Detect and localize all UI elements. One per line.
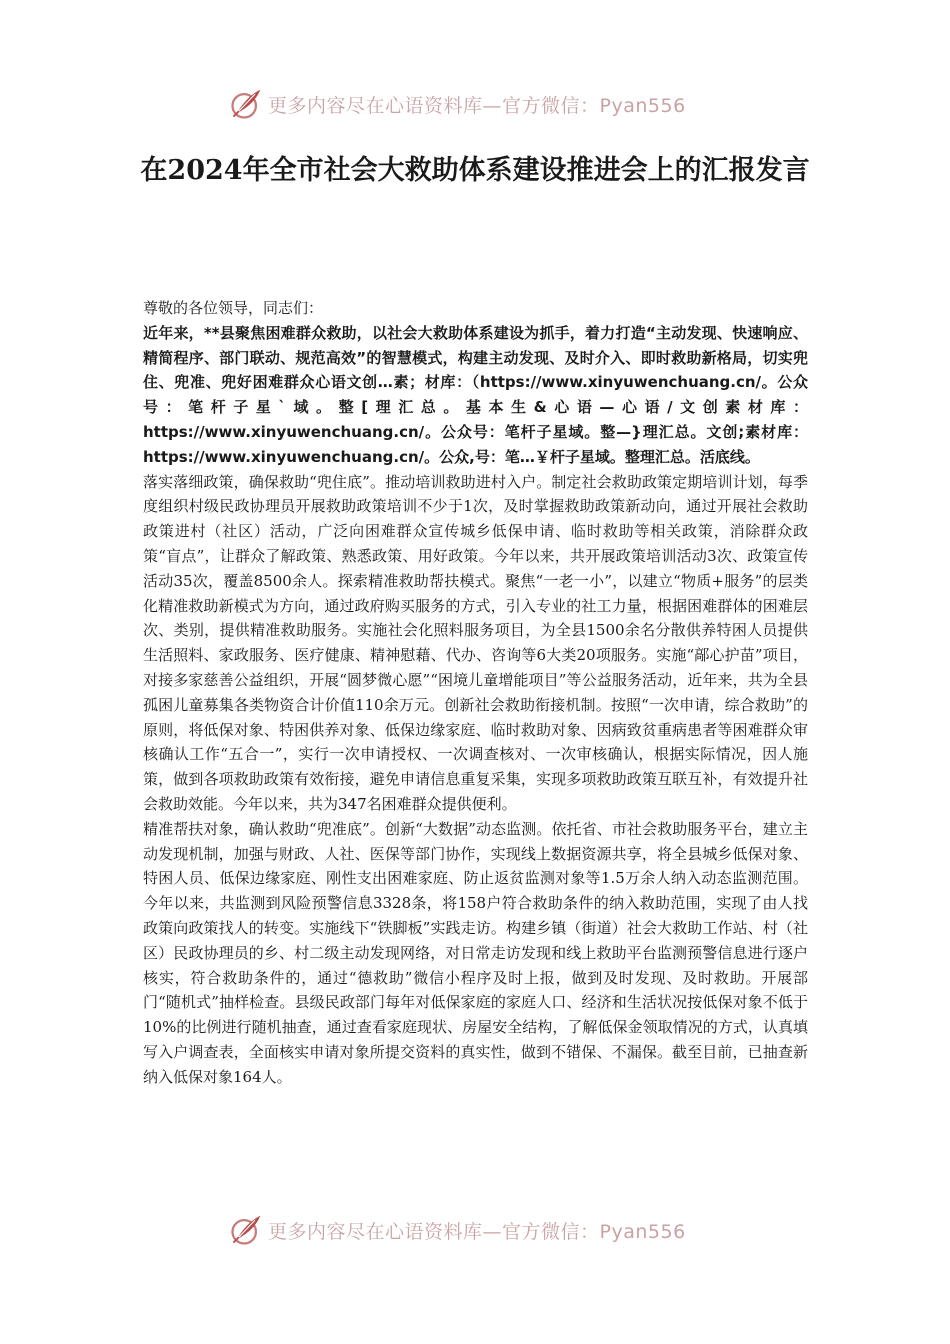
paragraph-targeting: 精准帮扶对象，确认救助“兜准底”。创新“大数据”动态监测。依托省、市社会救助服务平台，建立主动发现机制，加强与财政、人社、医保等部门协作，实现线上数据资源共享，将全县城乡低保对象、特困人员、低保边缘家庭、刚性支出困难家庭、防止返贫监测对象等1.5万余人纳入动态监测范围。今年以来，共监测到风险预警信息3328条，将158户符合救助条件的纳入救助范围，实现了由人找政策向政策找人的转变。实施线下“铁脚板”实践走访。构建乡镇（街道）社会大救助工作站、村（社区）民政协理员的乡、村二级主动发现网络，对日常走访发现和线上救助平台监测预警信息进行逐户核实，符合救助条件的，通过“德救助”微信小程序及时上报，做到及时发现、及时救助。开展部门“随机式”抽样检查。县级民政部门每年对低保家庭的家庭人口、经济和生活状况按低保对象不低于10%的比例进行随机抽查，通过查看家庭现状、房屋安全结构，了解低保金领取情况的方式，认真填写入户调查表，全面核实申请对象所提交资料的真实性，做到不错保、不漏保。截至目前，已抽查新纳入低保对象164人。 <box>143 819 808 1086</box>
salutation: 尊敬的各位领导，同志们： <box>143 299 324 317</box>
banner-text: 更多内容尽在心语资料库—官方微信：Pyan556 <box>268 1220 686 1243</box>
banner-account: Pyan556 <box>599 94 686 117</box>
quill-logo-icon <box>228 86 264 122</box>
document-body <box>143 296 808 1090</box>
intro-paragraph: 近年来，**县聚焦困难群众救助，以社会大救助体系建设为抓手，着力打造“主动发现、快速响应、精简程序、部门联动、规范高效”的智慧模式，构建主动发现、及时介入、即时救助新格局，切实兜住、兜准、兜好困难群众心语文创…素；材库：（https://www.xinyuwenchuang.cn/。公众号：笔杆子星`域。整[理汇总。基本生&心语—心语/文创素材库：https://www.xinyuwenchuang.cn/。公众号：笔杆子星域。整—}理汇总。文创;素材库：https://www.xinyuwenchuang.cn/。公众,号：笔…￥杆子星域。整理汇总。活底线。 <box>143 323 808 466</box>
header-watermark-banner <box>228 84 748 124</box>
banner-account: Pyan556 <box>599 1220 686 1243</box>
quill-logo-icon <box>228 1212 264 1248</box>
banner-text: 更多内容尽在心语资料库—官方微信：Pyan556 <box>268 94 686 117</box>
paragraph-policy: 落实落细政策，确保救助“兜住底”。推动培训救助进村入户。制定社会救助政策定期培训计划，每季度组织村级民政协理员开展救助政策培训不少于1次，及时掌握救助政策新动向，通过开展社会救助政策进村（社区）活动，广泛向困难群众宣传城乡低保申请、临时救助等相关政策，消除群众政策“盲点”，让群众了解政策、熟悉政策、用好政策。今年以来，共开展政策培训活动3次、政策宣传活动35次，覆盖8500余人。探索精准救助帮扶模式。聚焦“一老一小”，以建立“物质+服务”的层类化精准救助新模式为方向，通过政府购买服务的方式，引入专业的社工力量，根据困难群体的困难层次、类别，提供精准救助服务。实施社会化照料服务项目，为全县1500余名分散供养特困人员提供生活照料、家政服务、医疗健康、精神慰藉、代办、咨询等6大类20项服务。实施“鄗心护苗”项目，对接多家慈善公益组织，开展“圆梦微心愿”“困境儿童增能项目”等公益服务活动，近年来，共为全县孤困儿童募集各类物资合计价值110余万元。创新社会救助衔接机制。按照“一次申请，综合救助”的原则，将低保对象、特困供养对象、低保边缘家庭、临时救助对象、因病致贫重病患者等困难群众审核确认工作“五合一”，实行一次申请授权、一次调查核对、一次审核确认，根据实际情况，因人施策，做到各项救助政策有效衔接，避免申请信息重复采集，实现多项救助政策互联互补，有效提升社会救助效能。今年以来，共为347名困难群众提供便利。 <box>143 472 808 813</box>
document-title: 在2024年全市社会大救助体系建设推进会上的汇报发言 <box>140 155 810 186</box>
footer-watermark-banner <box>228 1210 748 1250</box>
